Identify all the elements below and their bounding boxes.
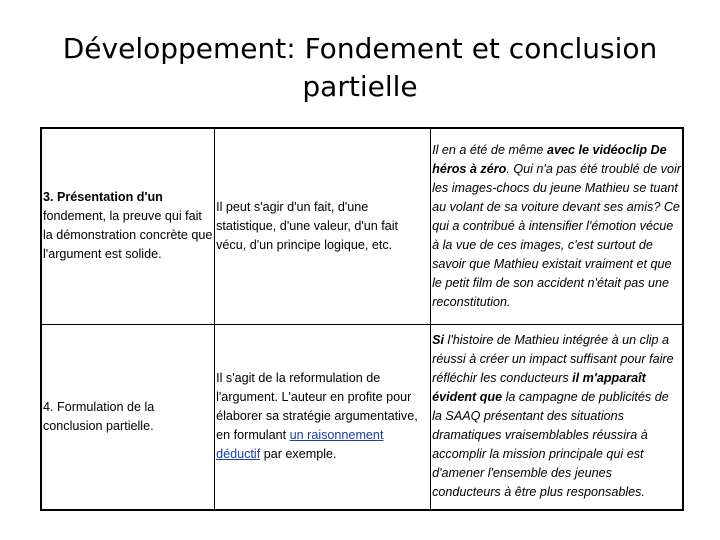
step-number-label: 3. Présentation d'un <box>43 190 163 205</box>
step-label-text: fondement, la preuve qui fait la démonstration concrète que l'argument est solide. <box>43 209 213 262</box>
description-text: Il peut s'agir d'un fait, d'une statistique, d'une valeur, d'un fait vécu, d'un principe logique, etc. <box>216 199 399 252</box>
table-row-conclusion <box>41 324 683 510</box>
slide-title: Développement: Fondement et conclusion partielle <box>62 32 658 103</box>
example-emphasis: avec le vidéoclip De héros à zéro <box>432 142 667 176</box>
step-number-label: 4. <box>43 399 54 414</box>
deductive-reasoning-link[interactable]: un raisonnement déductif <box>216 428 384 462</box>
example-cell <box>431 324 683 510</box>
example-text-2: . Qui n'a pas été troublé de voir les images-chocs du jeune Mathieu se tuant au volant de sa voiture devant ses amis? Ce qui a contribué à intensifier l'émotion vécue à la vue de ces images, c'est surtout de savoir que Mathieu existait vraiment et que le petit film de son accident n'était pas une reconstitution. <box>432 161 681 309</box>
description-cell <box>215 324 431 510</box>
description-text-end: par exemple. <box>260 447 337 462</box>
step-label-cell <box>41 324 215 510</box>
example-text-2: la campagne de publicités de la SAAQ présentant des situations dramatiques vraisemblables réussira à accomplir la mission principale qui est d'amener l'ensemble des jeunes conducteurs à être plus responsables. <box>432 390 669 500</box>
description-cell <box>215 128 431 324</box>
step-label-text: Formulation de la conclusion partielle. <box>43 399 155 433</box>
example-cell <box>431 128 683 324</box>
step-label-cell <box>41 128 215 324</box>
description-text: Il s'agit de la reformulation de l'argument. L'auteur en profite pour élaborer sa stratégie argumentative, en formulant <box>216 371 418 443</box>
content-table <box>40 127 684 511</box>
table-row-fondement <box>41 128 683 324</box>
example-text-1: Il en a été de même <box>432 142 547 157</box>
example-emphasis-evident: il m'apparaît évident que <box>432 371 646 405</box>
example-text-1: l'histoire de Mathieu intégrée à un clip a réussi à créer un impact suffisant pour faire réfléchir les conducteurs <box>432 333 674 386</box>
example-emphasis-if: Si <box>432 333 445 348</box>
